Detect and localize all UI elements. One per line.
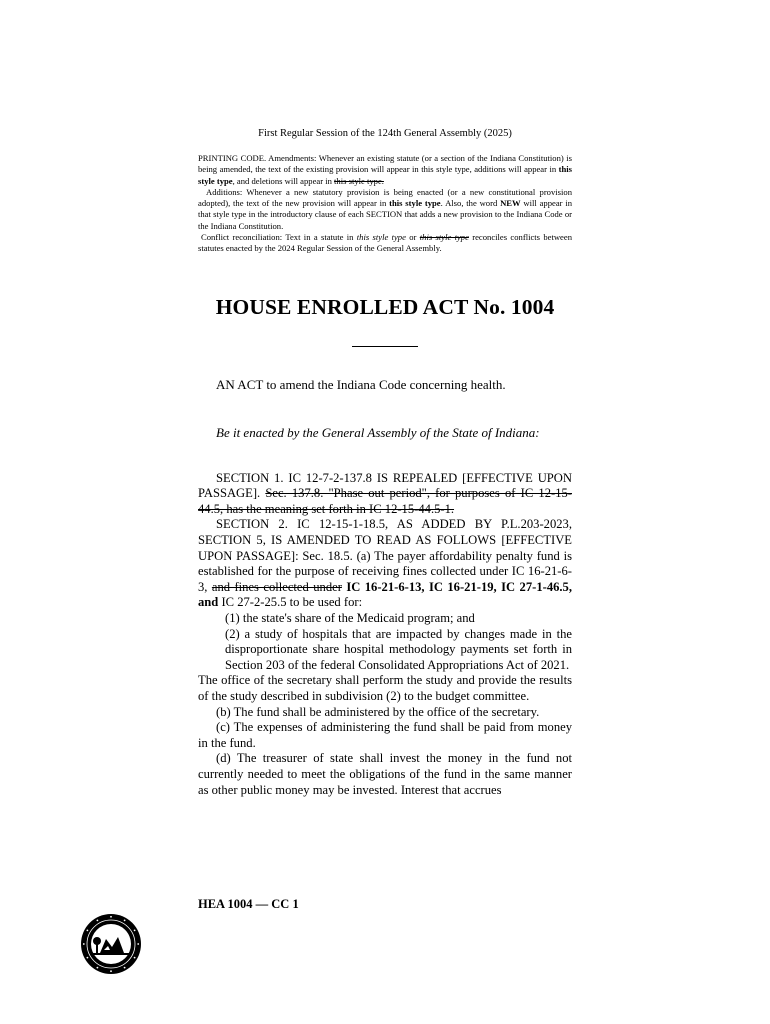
enacting-clause: Be it enacted by the General Assembly of the State of Indiana: [216,424,540,440]
act-description: AN ACT to amend the Indiana Code concerning health. [216,376,506,392]
section-1: SECTION 1. IC 12-7-2-137.8 IS REPEALED [EFFECTIVE UPON PASSAGE]. Sec. 137.8. "Phase out period", for purposes of IC 12-15-44.5, has the meaning set forth in IC 12-15-44.5-1. [198,470,572,516]
section-2-subsection-b: (b) The fund shall be administered by the office of the secretary. [216,704,540,719]
printing-code-amendments: PRINTING CODE. Amendments: Whenever an existing statute (or a section of the Indiana Constitution) is being amended, the text of the existing provision will appear in this style type, additions will appear in this style type, and deletions will appear in this style type. [198,153,572,186]
printing-code-additions: Additions: Whenever a new statutory provision is being enacted (or a new constitutional provision adopted), the text of the new provision will appear in this style type. Also, the word NEW will appear in that style type in the introductory clause of each SECTION that adds a new provision to the Indiana Code or the Indiana Constitution. [198,186,572,231]
section-2-item-1: (1) the state's share of the Medicaid program; and [225,611,475,626]
state-seal-icon [80,913,142,975]
printing-code-notice [198,153,572,255]
section-2-item-2: (2) a study of hospitals that are impacted by changes made in the disproportionate share hospital methodology payments set forth in Section 203 of the federal Consolidated Appropriations Act of 2021. [225,626,572,672]
printing-code-conflict: Conflict reconciliation: Text in a statute in this style type or this style type reconciles conflicts between statutes enacted by the 2024 Regular Session of the General Assembly. [198,232,572,254]
act-title: HOUSE ENROLLED ACT No. 1004 [215,294,555,319]
act-body [198,471,572,798]
document-page [198,128,572,798]
title-divider [352,346,418,347]
section-2-subsection-c: (c) The expenses of administering the fund shall be paid from money in the fund. [198,720,572,750]
page-footer: HEA 1004 — CC 1 [198,897,299,911]
session-header: First Regular Session of the 124th General Assembly (2025) [258,128,512,139]
section-2-office-paragraph: The office of the secretary shall perform the study and provide the results of the study described in subdivision (2) to the budget committee. [198,673,572,703]
section-2-subsection-d: (d) The treasurer of state shall invest the money in the fund not currently needed to meet the obligations of the fund in the same manner as other public money may be invested. Interest that accrues [198,751,572,797]
section-2: SECTION 2. IC 12-15-1-18.5, AS ADDED BY P.L.203-2023, SECTION 5, IS AMENDED TO READ AS FOLLOWS [EFFECTIVE UPON PASSAGE]: Sec. 18.5. (a) The payer affordability penalty fund is established for the purpose of receiving fines collected under IC 16-21-6-3, and fines collected under IC 16-21-6-13, IC 16-21-19, IC 27-1-46.5, and IC 27-2-25.5 to be used for: [198,517,573,610]
